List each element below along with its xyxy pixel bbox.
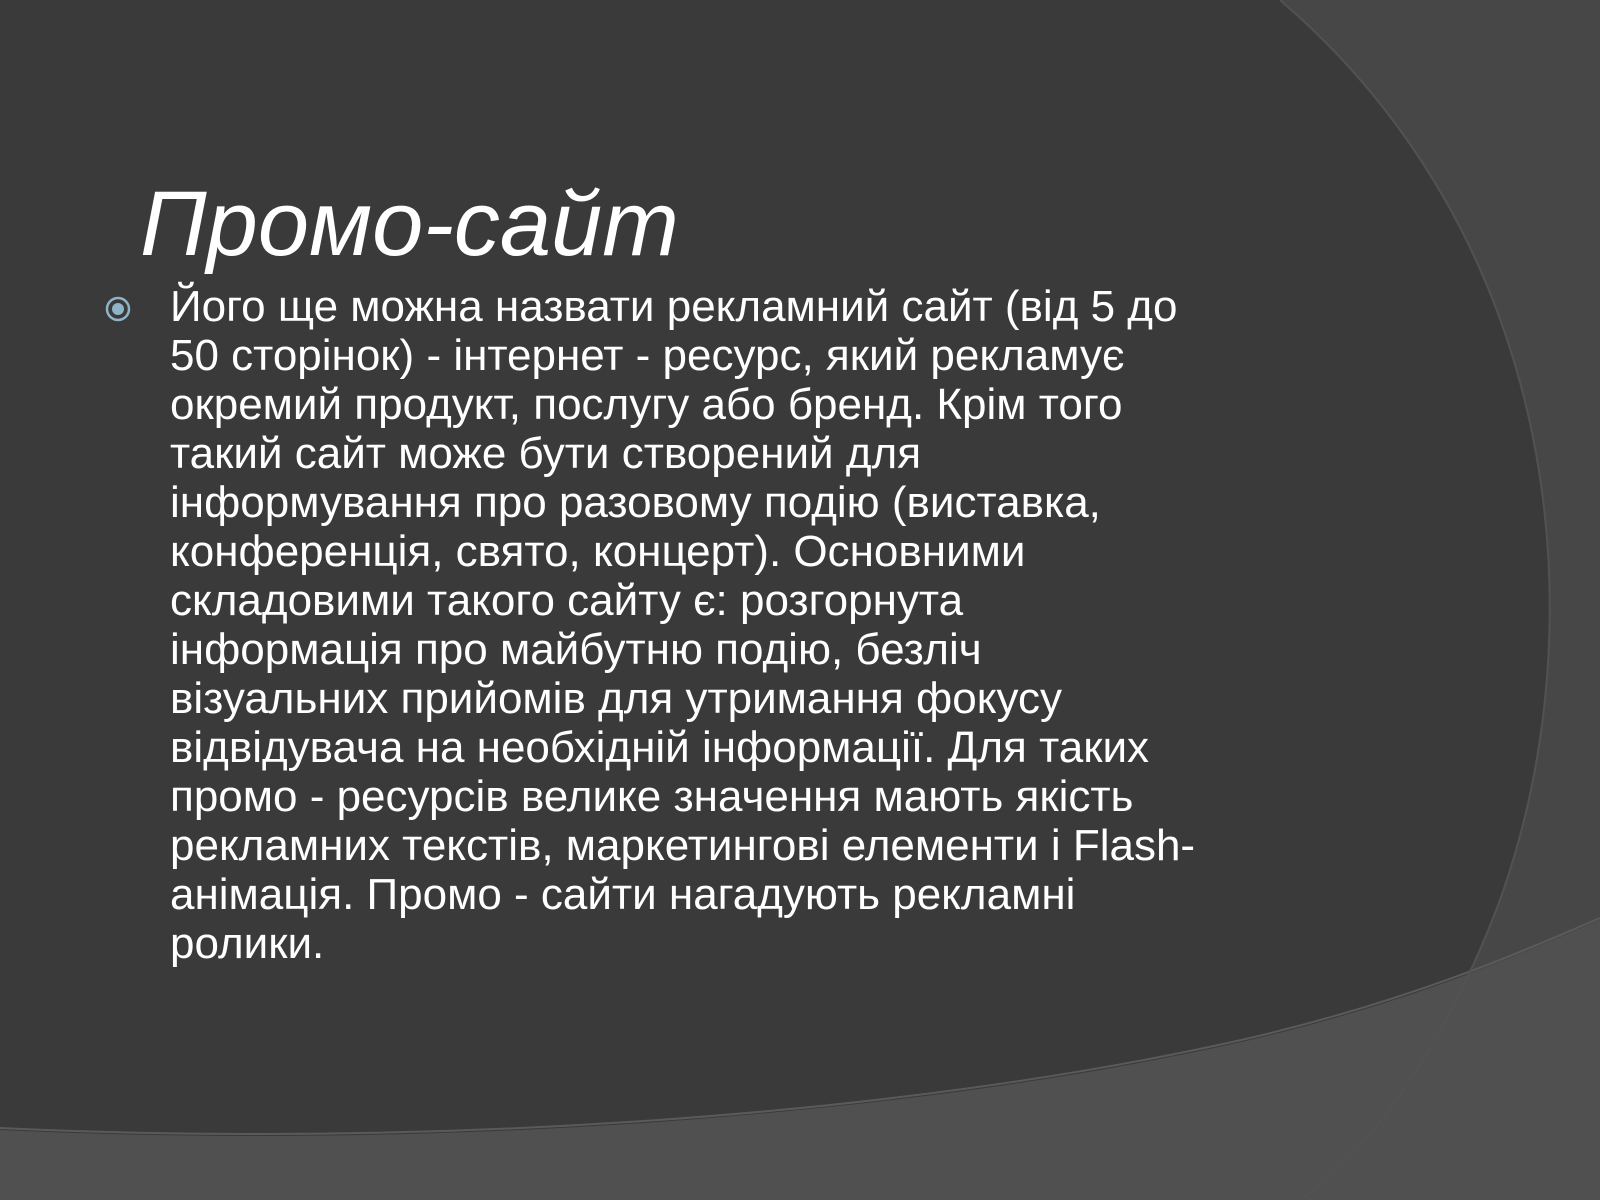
bullet-text: Його ще можна назвати рекламний сайт (від 5 до 50 сторінок) - інтернет - ресурс, який рекламує окремий продукт, послугу або бренд. Крім того такий сайт може бути створений для інформування про разовому подію (виставка, конференція, свято, концерт). Основними складовими такого сайту є: розгорнута інформація про майбутню подію, безліч візуальних прийомів для утримання фокусу відвідувача на необхідній інформації. Для таких промо - ресурсів велике значення мають якість рекламних текстів, маркетингові елементи і Flash- анімація. Промо - сайти нагадують рекламні ролики. xyxy=(170,282,1196,968)
slide-title: Промо-сайт xyxy=(140,173,679,275)
bullet-list xyxy=(100,282,1400,968)
bullet-item xyxy=(100,282,1400,968)
circle-bullet-icon xyxy=(104,295,132,323)
